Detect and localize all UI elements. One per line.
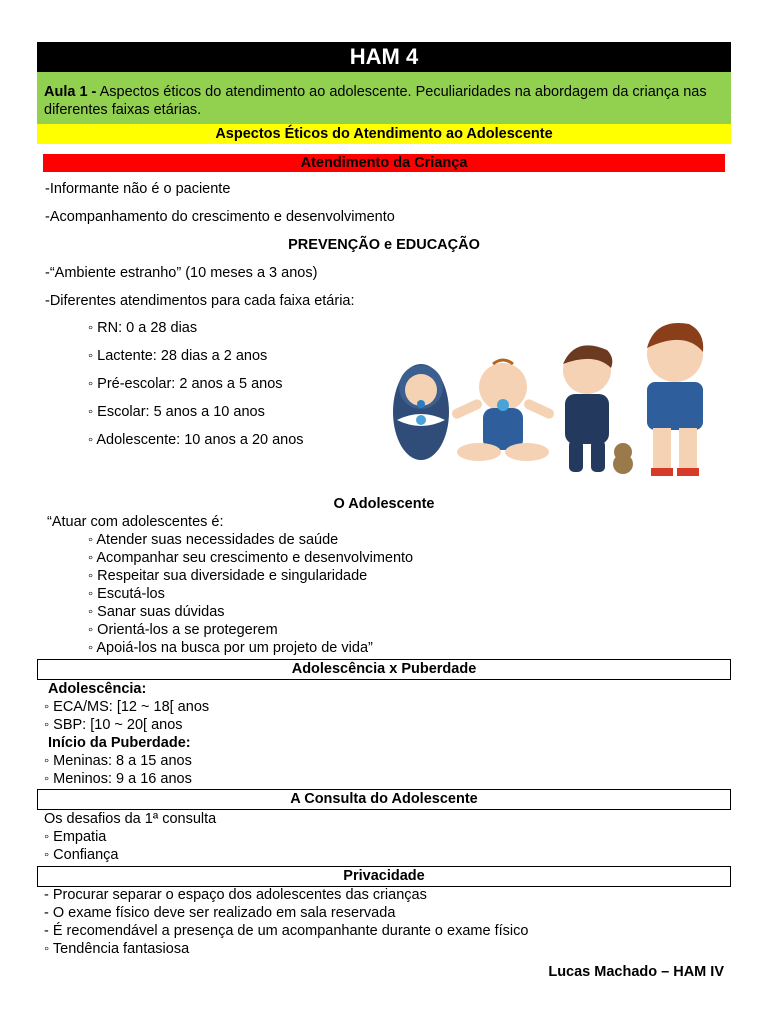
adolescente-item: ◦ Atender suas necessidades de saúde [88, 532, 339, 548]
consulta-item: ◦ Confiança [44, 847, 119, 863]
privacidade-item: ◦ Tendência fantasiosa [44, 941, 190, 957]
consulta-item: ◦ Empatia [44, 829, 107, 845]
consulta-intro: Os desafios da 1ª consulta [44, 811, 217, 827]
inicio-item: ◦ Meninas: 8 a 15 anos [44, 753, 192, 769]
adolescente-item: ◦ Orientá-los a se protegerem [88, 622, 278, 638]
lesson-label: Aula 1 - [44, 84, 97, 100]
adolescente-item: ◦ Escutá-los [88, 586, 165, 602]
adolescencia-item: ◦ ECA/MS: [12 ~ 18[ anos [44, 699, 210, 715]
age-item: ◦ Lactente: 28 dias a 2 anos [88, 348, 268, 364]
age-item: ◦ Pré-escolar: 2 anos a 5 anos [88, 376, 283, 392]
lesson-text: Aspectos éticos do atendimento ao adolescente. Peculiaridades na abordagem da criança nas diferentes faixas etárias. [44, 84, 707, 118]
privacidade-item: - Procurar separar o espaço dos adolescentes das crianças [44, 887, 427, 903]
privacidade-item: - É recomendável a presença de um acompanhante durante o exame físico [44, 923, 529, 939]
baby-figure [450, 360, 555, 461]
children-illustration [385, 312, 730, 487]
inicio-label: Início da Puberdade: [48, 735, 191, 751]
inicio-item: ◦ Meninos: 9 a 16 anos [44, 771, 192, 787]
footer-author: Lucas Machado – HAM IV [548, 964, 724, 980]
crianca-line: -Informante não é o paciente [45, 181, 231, 197]
privacidade-item: - O exame físico deve ser realizado em sala reservada [44, 905, 396, 921]
consulta-heading: A Consulta do Adolescente [37, 789, 731, 810]
crianca-heading: Atendimento da Criança [43, 154, 725, 172]
puberdade-heading: Adolescência x Puberdade [37, 659, 731, 680]
crianca-line: -“Ambiente estranho” (10 meses a 3 anos) [45, 265, 318, 281]
adolescencia-label: Adolescência: [48, 681, 147, 697]
adolescente-item: ◦ Respeitar sua diversidade e singularidade [88, 568, 368, 584]
adolescente-item: ◦ Acompanhar seu crescimento e desenvolvimento [88, 550, 414, 566]
prevencao-heading: PREVENÇÃO e EDUCAÇÃO [288, 237, 480, 253]
crianca-line: -Acompanhamento do crescimento e desenvolvimento [45, 209, 395, 225]
age-item: ◦ Adolescente: 10 anos a 20 anos [88, 432, 304, 448]
adolescente-heading: O Adolescente [333, 496, 435, 512]
privacidade-heading: Privacidade [37, 866, 731, 887]
lesson-box [37, 72, 731, 124]
adolescente-item: ◦ Sanar suas dúvidas [88, 604, 225, 620]
crianca-line: -Diferentes atendimentos para cada faixa etária: [45, 293, 355, 309]
age-item: ◦ Escolar: 5 anos a 10 anos [88, 404, 265, 420]
child-figure [647, 323, 703, 476]
adolescencia-item: ◦ SBP: [10 ~ 20[ anos [44, 717, 183, 733]
adolescente-item: ◦ Apoiá-los na busca por um projeto de vida” [88, 640, 373, 656]
toddler-figure [563, 345, 633, 474]
newborn-figure [393, 364, 449, 460]
age-item: ◦ RN: 0 a 28 dias [88, 320, 198, 336]
document-title: HAM 4 [37, 42, 731, 72]
subtitle-bar: Aspectos Éticos do Atendimento ao Adolescente [37, 124, 731, 144]
adolescente-intro: “Atuar com adolescentes é: [47, 514, 224, 530]
